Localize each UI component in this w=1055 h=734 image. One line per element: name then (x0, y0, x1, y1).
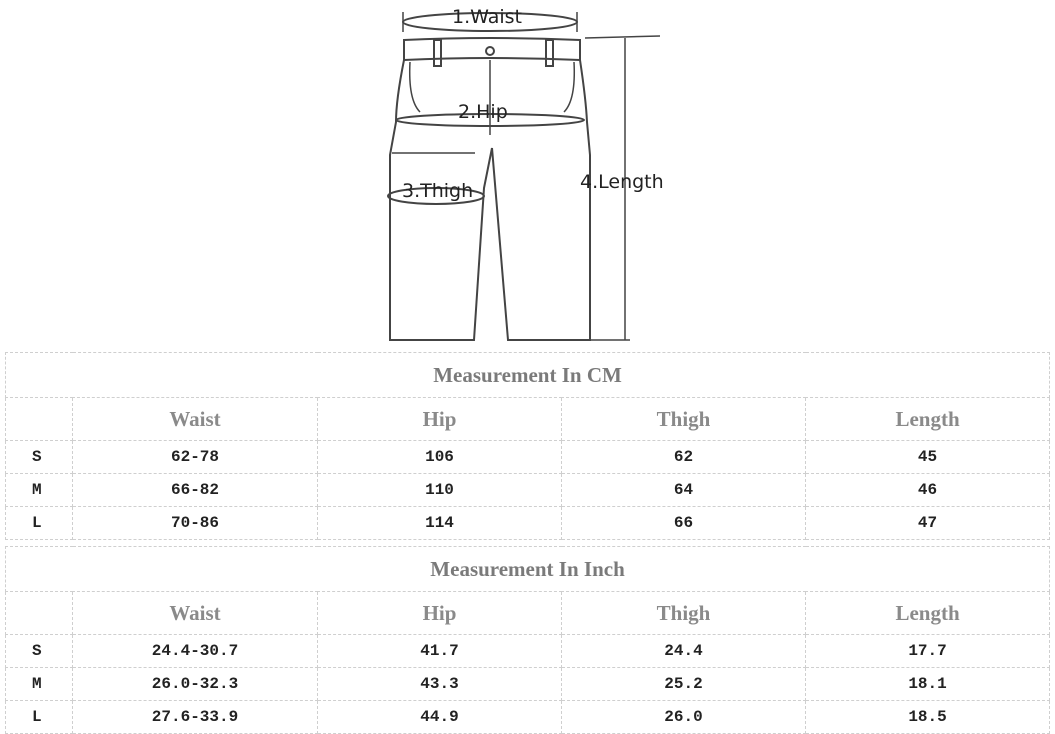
size-cell: S (6, 635, 73, 668)
thigh-cell: 62 (562, 441, 806, 474)
size-cell: M (6, 474, 73, 507)
hip-cell: 43.3 (318, 668, 562, 701)
header-cell-waist: Waist (73, 592, 318, 635)
waist-cell: 66-82 (73, 474, 318, 507)
thigh-label: 3.Thigh (402, 180, 474, 202)
length-cell: 18.1 (806, 668, 1050, 701)
length-cell: 46 (806, 474, 1050, 507)
hip-cell: 114 (318, 507, 562, 540)
thigh-cell: 25.2 (562, 668, 806, 701)
thigh-cell: 24.4 (562, 635, 806, 668)
table-row (6, 507, 1050, 540)
header-cell-waist: Waist (73, 398, 318, 441)
length-cell: 45 (806, 441, 1050, 474)
header-cell-size (6, 592, 73, 635)
size-cell: L (6, 507, 73, 540)
table-header-row (6, 398, 1050, 441)
hip-cell: 110 (318, 474, 562, 507)
table-row (6, 701, 1050, 734)
length-cell: 47 (806, 507, 1050, 540)
hip-cell: 44.9 (318, 701, 562, 734)
measurement-table-cm (5, 352, 1050, 540)
table-row (6, 441, 1050, 474)
thigh-cell: 64 (562, 474, 806, 507)
table-row (6, 474, 1050, 507)
thigh-cell: 66 (562, 507, 806, 540)
size-cell: M (6, 668, 73, 701)
table-header-row (6, 592, 1050, 635)
size-cell: L (6, 701, 73, 734)
header-cell-length: Length (806, 592, 1050, 635)
length-label: 4.Length (580, 171, 664, 193)
header-cell-length: Length (806, 398, 1050, 441)
hip-cell: 106 (318, 441, 562, 474)
header-cell-thigh: Thigh (562, 398, 806, 441)
table-title-inch: Measurement In Inch (6, 547, 1050, 592)
waist-cell: 27.6-33.9 (73, 701, 318, 734)
waist-cell: 26.0-32.3 (73, 668, 318, 701)
header-cell-hip: Hip (318, 398, 562, 441)
header-cell-hip: Hip (318, 592, 562, 635)
header-cell-thigh: Thigh (562, 592, 806, 635)
waist-cell: 70-86 (73, 507, 318, 540)
waist-label: 1.Waist (452, 6, 522, 28)
table-row (6, 668, 1050, 701)
measurement-table-inch (5, 546, 1050, 734)
hip-cell: 41.7 (318, 635, 562, 668)
size-cell: S (6, 441, 73, 474)
pants-measurement-diagram (380, 0, 680, 350)
table-row (6, 635, 1050, 668)
table-title-cm: Measurement In CM (6, 353, 1050, 398)
header-cell-size (6, 398, 73, 441)
waist-cell: 62-78 (73, 441, 318, 474)
hip-label: 2.Hip (458, 101, 508, 123)
thigh-cell: 26.0 (562, 701, 806, 734)
length-cell: 18.5 (806, 701, 1050, 734)
waist-cell: 24.4-30.7 (73, 635, 318, 668)
length-cell: 17.7 (806, 635, 1050, 668)
